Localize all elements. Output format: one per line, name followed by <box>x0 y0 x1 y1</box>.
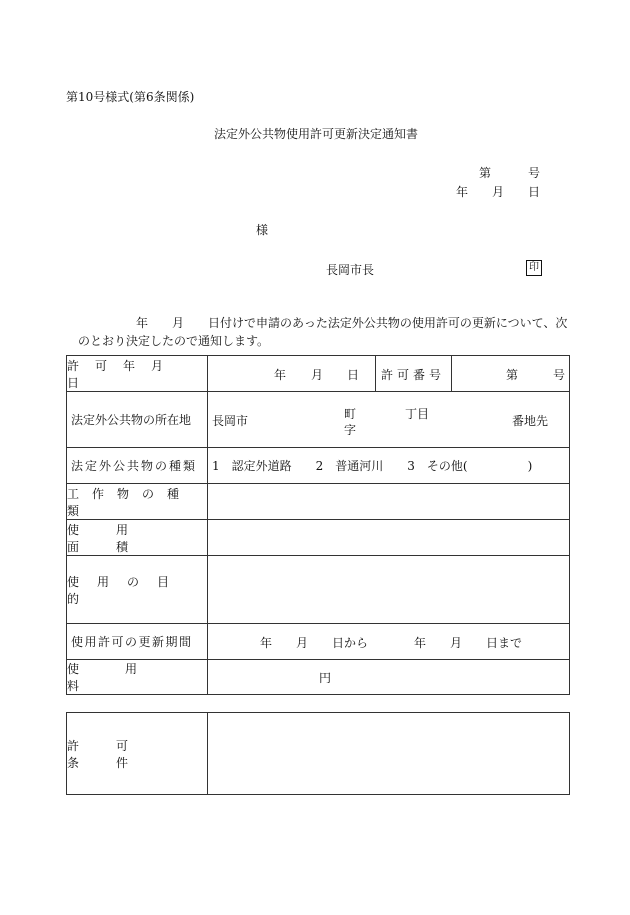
issuer-name: 長岡市長 <box>326 263 375 277</box>
value-structure[interactable] <box>208 484 570 520</box>
date-nen: 年 <box>456 185 469 199</box>
label-purpose: 使用の目的 <box>67 556 208 624</box>
conditions-table <box>66 712 570 795</box>
label-area: 使用面積 <box>67 520 208 556</box>
body-text-line2: のとおり決定したので通知します。 <box>78 334 270 348</box>
label-permit-number: 許可番号 <box>381 368 446 382</box>
label-location: 法定外公共物の所在地 <box>67 392 208 448</box>
value-permit-date[interactable]: 年 月 日 許可番号 第 号 <box>208 356 570 392</box>
value-period[interactable]: 年 月 日から 年 月 日まで <box>208 624 570 660</box>
value-location[interactable]: 長岡市 町 字 丁目 番地先 <box>208 392 570 448</box>
value-fee[interactable]: 円 <box>208 660 570 695</box>
label-fee: 使用料 <box>67 660 208 695</box>
label-permit-date: 許可年月日 <box>67 356 208 392</box>
label-structure: 工作物の種類 <box>67 484 208 520</box>
permit-number-divider2 <box>451 356 452 392</box>
date-hi: 日 <box>528 185 541 199</box>
document-title: 法定外公共物使用許可更新決定通知書 <box>214 127 419 141</box>
value-type[interactable]: 1 認定外道路 2 普通河川 3 その他( ) <box>208 448 570 484</box>
addressee-suffix: 様 <box>256 223 269 237</box>
form-number: 第10号様式(第6条関係) <box>66 90 195 104</box>
main-table <box>66 355 570 695</box>
label-conditions: 許可条件 <box>67 713 208 795</box>
doc-number-go: 号 <box>528 166 541 180</box>
seal-stamp: 印 <box>526 260 542 276</box>
value-conditions[interactable] <box>208 713 570 795</box>
body-text-line1: 年 月 日付けで申請のあった法定外公共物の使用許可の更新について、次 <box>136 316 568 330</box>
label-period: 使用許可の更新期間 <box>67 624 208 660</box>
label-type: 法定外公共物の種類 <box>67 448 208 484</box>
permit-number-divider <box>375 356 376 392</box>
doc-number-dai: 第 <box>479 166 492 180</box>
value-purpose[interactable] <box>208 556 570 624</box>
date-tsuki: 月 <box>492 185 505 199</box>
value-area[interactable] <box>208 520 570 556</box>
